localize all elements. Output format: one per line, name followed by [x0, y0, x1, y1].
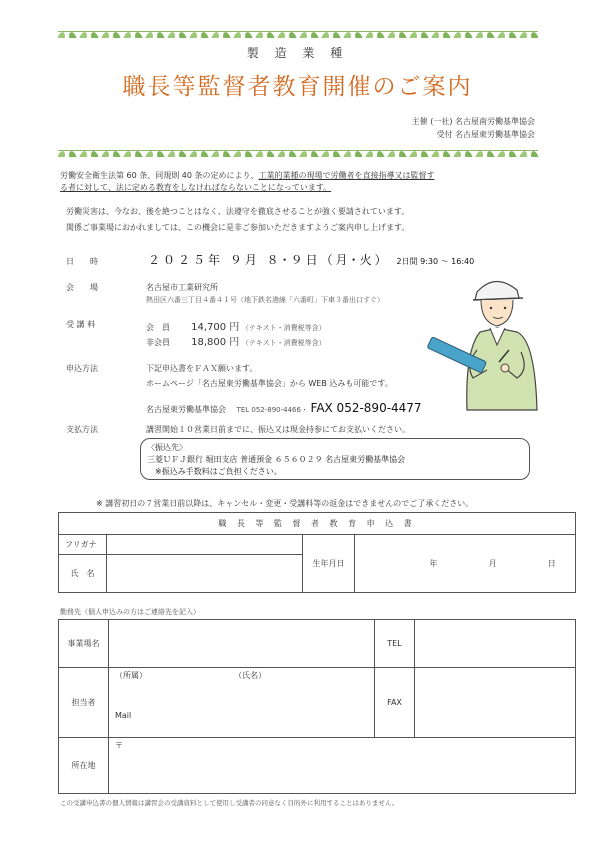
privacy-footer: この受講申込書の個人情報は講習会の受講資料として使用し受講者の同意なく目的外に利用することはありません。 — [60, 799, 399, 807]
fax-label: FAX — [375, 668, 415, 738]
fee-label: 受 講 料 — [66, 320, 96, 329]
dept-label: （所属） — [115, 671, 147, 680]
industry-label: 製 造 業 種 — [246, 46, 349, 60]
date-time: 2日間 9:30 〜 16:40 — [396, 257, 475, 266]
workplace-form-table — [58, 619, 576, 794]
venue-label: 会 場 — [66, 283, 98, 292]
contact-field[interactable] — [109, 668, 375, 738]
name-field[interactable] — [107, 555, 303, 593]
birthdate-label: 生年月日 — [303, 535, 355, 593]
workplace-note: 勤務先（個人申込みの方はご連絡先を記入） — [60, 608, 200, 616]
bank-info-box — [140, 438, 530, 480]
birthdate-field[interactable]: 年 月 日 — [355, 535, 576, 593]
postal-mark: 〒 — [115, 741, 123, 750]
furigana-label: フリガナ — [59, 535, 107, 555]
fee-nonmember-row: 非会員 18,800 円 （テキスト・消費税等含） — [146, 337, 326, 348]
company-field[interactable] — [109, 620, 375, 668]
page-title: 職長等監督者教育開催のご案内 — [122, 74, 473, 100]
top-leaf-divider-icon — [58, 26, 538, 38]
apply-label: 申込方法 — [66, 364, 98, 373]
name-label: 氏 名 — [59, 555, 107, 593]
contact-label: 担当者 — [59, 668, 109, 738]
address-field[interactable] — [109, 738, 576, 794]
worker-clipboard-illustration-icon — [425, 270, 550, 415]
date-value: ２０２５年 ９月 ８･９日（月･火） 2日間 9:30 〜 16:40 — [148, 253, 475, 267]
mail-label: Mail — [115, 711, 132, 720]
company-label: 事業場名 — [59, 620, 109, 668]
apply-line-1: 下記申込書をＦＡＸ願います。 — [146, 364, 258, 373]
date-label: 日 時 — [66, 257, 98, 266]
fee-member-row: 会 員 14,700 円 （テキスト・消費税等含） — [146, 322, 326, 333]
fax-field[interactable] — [415, 668, 576, 738]
reception-text: 受付 名古屋東労働基準協会 — [436, 130, 535, 139]
venue-address: 熱田区六番三丁目４番４１号（地下鉄名港線「六番町」下車３番出口すぐ） — [146, 296, 384, 304]
apply-contact: 名古屋東労働基準協会 TEL 052-890-4466・ FAX 052-890-4477 — [146, 401, 422, 415]
venue-name: 名古屋市工業研究所 — [146, 283, 218, 292]
address-label: 所在地 — [59, 738, 109, 794]
middle-leaf-divider-icon — [58, 145, 538, 157]
intro-paragraph-1: 労働安全衛生法第 60 条、同規則 40 条の定めにより、工業的業種の現場で労働者を直接指導又は監督す る者に対して、法に定める教育をしなければならないことになっています。 — [60, 171, 435, 192]
apply-line-2: ホームページ「名古屋東労働基準協会」から WEB 込みも可能です。 — [146, 379, 393, 388]
payment-label: 支払方法 — [66, 425, 98, 434]
bank-note: ※振込み手数料はご負担ください。 — [155, 467, 282, 476]
intro-paragraph-2: 労働災害は、今なお、後を絶つことはなく、法遵守を徹底させることが強く要請されています。 — [66, 207, 410, 216]
form-title: 職 長 等 監 督 者 教 育 申 込 書 — [59, 513, 576, 535]
cancellation-notice: ※ 講習初日の７営業日前以降は、キャンセル・変更・受講料等の返金はできませんのでご了承ください。 — [96, 499, 474, 508]
furigana-field[interactable] — [107, 535, 303, 555]
tel-field[interactable] — [415, 620, 576, 668]
organizer-text: 主催 (一社) 名古屋南労働基準協会 — [411, 117, 535, 126]
bank-line: 三菱ＵＦＪ銀行 堀田支店 普通預金 ６５６０２９ 名古屋東労働基準協会 — [147, 455, 406, 464]
bank-head: 〈振込先〉 — [147, 443, 187, 452]
person-label: （氏名） — [234, 671, 267, 680]
intro-paragraph-3: 関係ご事業場におかれましては、この機会に是非ご参加いただきますようご案内申し上げます。 — [66, 223, 410, 232]
payment-text: 講習開始１０営業日前までに、振込又は現金持参にてお支払いください。 — [146, 425, 410, 434]
tel-label: TEL — [375, 620, 415, 668]
application-form-table — [58, 512, 576, 593]
